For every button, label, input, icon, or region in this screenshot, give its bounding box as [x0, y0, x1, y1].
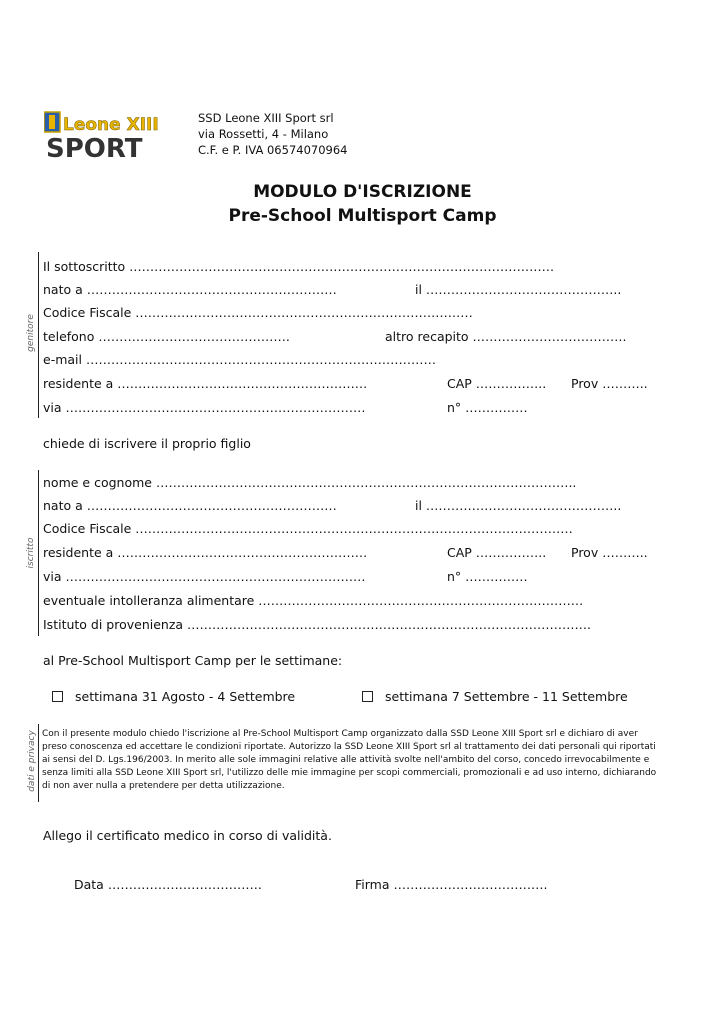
genitore-nato-a-field[interactable]: nato a ……………………………………………………: [43, 282, 337, 297]
iscritto-divider: [38, 470, 39, 636]
intolleranza-field[interactable]: eventuale intolleranza alimentare ……………………………………………………………………: [43, 593, 584, 608]
genitore-divider: [38, 252, 39, 418]
genitore-codice-fiscale-field[interactable]: Codice Fiscale ………………………………………………………………………: [43, 305, 473, 320]
page-subtitle: Pre-School Multisport Camp: [228, 206, 497, 226]
genitore-cap-field[interactable]: CAP ……………..: [447, 376, 547, 391]
chiede-text: chiede di iscrivere il proprio figlio: [43, 436, 251, 451]
settimana-1-label: settimana 31 Agosto - 4 Settembre: [75, 689, 296, 704]
shield-icon: [44, 110, 168, 162]
firma-field[interactable]: Firma ……………………………….: [355, 877, 548, 892]
iscritto-residente-field[interactable]: residente a ……………………………………………………: [43, 545, 368, 560]
privacy-divider: [38, 724, 39, 802]
settimane-intro: al Pre-School Multisport Camp per le settimane:: [43, 653, 343, 668]
nome-cognome-field[interactable]: nome e cognome ………………………………………………………………………………………..: [43, 475, 577, 490]
telefono-field[interactable]: telefono ……………………………………….: [43, 329, 290, 344]
privacy-line: senza limiti alla SSD Leone XIII Sport srl, l'utilizzo delle mie immagine per scopi commerciali, promozionali e ad uso interno, dichiarando: [42, 768, 657, 778]
settimana-2-option[interactable]: [362, 689, 628, 704]
company-name: SSD Leone XIII Sport srl: [198, 111, 334, 125]
logo-bottom-text: SPORT: [46, 134, 143, 162]
genitore-il-field[interactable]: il ………………………………………..: [415, 282, 622, 297]
privacy-side-label: dati e privacy: [27, 730, 37, 792]
iscritto-numero-field[interactable]: n° ……………: [447, 569, 528, 584]
email-field[interactable]: e-mail …………………………………………………………………………: [43, 352, 436, 367]
iscritto-il-field[interactable]: il ………………………………………..: [415, 498, 622, 513]
privacy-line: ai sensi del D. Lgs.196/2003. In merito alle sole immagini relative alle attività svolte nell'ambito del corso, concedo irrevocabilmente e: [42, 755, 650, 765]
istituto-field[interactable]: Istituto di provenienza …………………………………………………………………………………….: [43, 617, 592, 632]
company-vat: C.F. e P. IVA 06574070964: [198, 143, 348, 157]
settimana-2-label: settimana 7 Settembre - 11 Settembre: [385, 689, 628, 704]
altro-recapito-field[interactable]: altro recapito ……………………………….: [385, 329, 627, 344]
iscritto-codice-fiscale-field[interactable]: Codice Fiscale ……………………………………………………………………………………………: [43, 521, 573, 536]
sottoscritto-field[interactable]: Il sottoscritto …………………………………………………………………………………………: [43, 259, 555, 274]
settimana-1-option[interactable]: [52, 689, 295, 704]
settimana-2-checkbox[interactable]: [362, 691, 373, 702]
privacy-line: di non aver nulla a pretendere per detta utilizzazione.: [42, 781, 285, 791]
genitore-numero-field[interactable]: n° ……………: [447, 400, 528, 415]
company-info: [198, 110, 347, 158]
genitore-side-label: genitore: [26, 314, 36, 352]
company-address: via Rossetti, 4 - Milano: [198, 127, 329, 141]
iscritto-nato-a-field[interactable]: nato a ……………………………………………………: [43, 498, 337, 513]
genitore-residente-field[interactable]: residente a ……………………………………………………: [43, 376, 368, 391]
iscritto-via-field[interactable]: via ………………………………………………………………: [43, 569, 366, 584]
iscritto-side-label: iscritto: [26, 537, 36, 569]
data-field[interactable]: Data ……………………………….: [74, 877, 262, 892]
page-title: MODULO D'ISCRIZIONE: [253, 182, 472, 202]
allego-text: Allego il certificato medico in corso di validità.: [43, 828, 332, 843]
company-logo: [44, 110, 168, 162]
settimana-1-checkbox[interactable]: [52, 691, 63, 702]
iscritto-cap-field[interactable]: CAP ……………..: [447, 545, 547, 560]
iscritto-prov-field[interactable]: Prov ………..: [571, 545, 648, 560]
logo-top-text: Leone XIII: [63, 115, 159, 135]
privacy-text: [42, 728, 662, 793]
privacy-line: preso conoscenza ed accettare le condizioni riportate. Autorizzo la SSD Leone XIII Sport srl al trattamento dei dati personali qui riportati: [42, 742, 656, 752]
genitore-prov-field[interactable]: Prov ………..: [571, 376, 648, 391]
genitore-via-field[interactable]: via ………………………………………………………………: [43, 400, 366, 415]
privacy-line: Con il presente modulo chiedo l'iscrizione al Pre-School Multisport Camp organizzato dalla SSD Leone XIII Sport srl e dichiaro di aver: [42, 729, 638, 739]
